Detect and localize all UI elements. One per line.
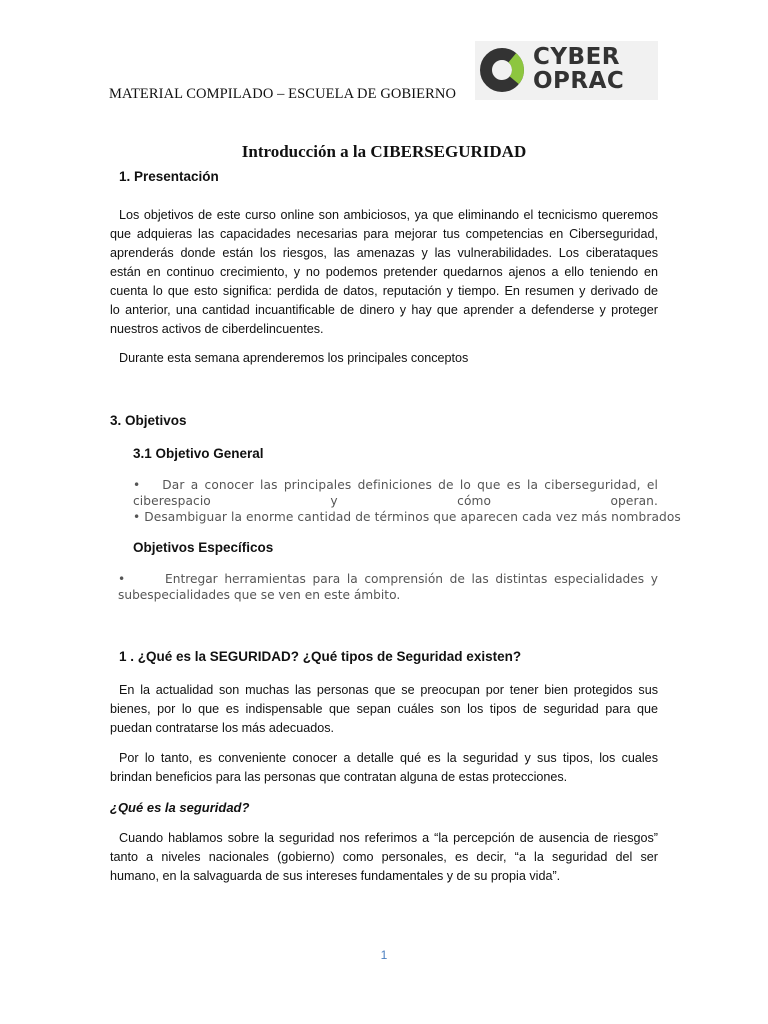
paragraph-line: En la actualidad son muchas las personas que se preocupan por tener bien protegidos sus bbox=[119, 683, 658, 697]
presentacion-paragraph bbox=[110, 206, 658, 339]
word: ciberespacio bbox=[133, 494, 211, 508]
paragraph-line: tanto a niveles nacionales (gobierno) como personales, es decir, “a la seguridad del ser bbox=[110, 850, 658, 864]
cyberoprac-logo bbox=[475, 41, 658, 100]
paragraph-line: Los objetivos de este curso online son ambiciosos, ya que eliminando el tecnicismo queremos bbox=[119, 208, 658, 222]
bullet-line bbox=[133, 477, 658, 493]
objetivo-general-list bbox=[133, 477, 681, 525]
presentacion-paragraph-2: Durante esta semana aprenderemos los principales conceptos bbox=[119, 351, 469, 365]
bullet-line-continued: subespecialidades que se ven en este ámbito. bbox=[118, 588, 401, 602]
section-heading-que-es-seguridad: 1 . ¿Qué es la SEGURIDAD? ¿Qué tipos de Seguridad existen? bbox=[119, 649, 522, 664]
subheading-que-es-la-seguridad: ¿Qué es la seguridad? bbox=[110, 800, 250, 815]
seguridad-paragraph-3 bbox=[110, 829, 658, 886]
bullet-line: • Desambiguar la enorme cantidad de términos que aparecen cada vez más nombrados bbox=[133, 510, 681, 524]
paragraph-line: nuestros activos de ciberdelincuentes. bbox=[110, 322, 324, 336]
paragraph-line: aprenderás donde están los riesgos, las amenazas y las vulnerabilidades. Los ciberataques bbox=[110, 246, 658, 260]
subsection-heading-objetivo-general: 3.1 Objetivo General bbox=[133, 446, 264, 461]
bullet-line-continued bbox=[133, 493, 658, 509]
objetivos-especificos-list bbox=[118, 571, 658, 603]
logo-wordmark bbox=[533, 45, 624, 93]
paragraph-line: lo anterior, una cantidad incuantificable de dinero y hay que aprender a defenderse y proteger bbox=[110, 303, 658, 317]
paragraph-line: que adquieras las capacidades necesarias para mejorar tus competencias en Ciberseguridad, bbox=[110, 227, 658, 241]
paragraph-line: bienes, por lo que es indispensable que sepan cuáles son los tipos de seguridad para que bbox=[110, 702, 658, 716]
word: y bbox=[330, 494, 338, 508]
word: operan. bbox=[610, 494, 658, 508]
paragraph-line: Cuando hablamos sobre la seguridad nos referimos a “la percepción de ausencia de riesgos” bbox=[119, 831, 658, 845]
section-heading-presentacion: 1. Presentación bbox=[119, 169, 219, 184]
paragraph-line: cuenta lo que esto significa: perdida de datos, reputación y tiempo. En resumen y derivado de bbox=[110, 284, 658, 298]
header-text: MATERIAL COMPILADO – ESCUELA DE GOBIERNO bbox=[109, 86, 457, 102]
logo-line-1: CYBER bbox=[533, 44, 620, 70]
word: cómo bbox=[457, 494, 492, 508]
page-number: 1 bbox=[380, 948, 388, 962]
subsection-heading-objetivos-especificos: Objetivos Específicos bbox=[133, 540, 274, 555]
seguridad-paragraph-1 bbox=[110, 681, 658, 738]
seguridad-paragraph-2 bbox=[110, 749, 658, 787]
paragraph-line: humano, en la salvaguarda de sus intereses fundamentales y de su propia vida”. bbox=[110, 869, 561, 883]
paragraph-line: están en continuo crecimiento, y no podemos pretender quedarnos ajenos a ello teniendo en bbox=[110, 265, 658, 279]
paragraph-line: brindan beneficios para las personas que contratan alguna de estas protecciones. bbox=[110, 770, 568, 784]
paragraph-line: puedan contratarse los más adecuados. bbox=[110, 721, 335, 735]
paragraph-line: Por lo tanto, es conveniente conocer a detalle qué es la seguridad y sus tipos, los cuales bbox=[119, 751, 658, 765]
section-heading-objetivos: 3. Objetivos bbox=[110, 413, 187, 428]
bullet-text: Dar a conocer las principales definiciones de lo que es la ciberseguridad, el bbox=[162, 478, 658, 492]
bullet-line: • Entregar herramientas para la comprensión de las distintas especialidades y bbox=[118, 572, 658, 586]
logo-line-2: OPRAC bbox=[533, 68, 625, 94]
bullet-mark: • bbox=[133, 478, 141, 492]
logo-ring-icon bbox=[479, 47, 525, 93]
page-title: Introducción a la CIBERSEGURIDAD bbox=[241, 142, 527, 161]
